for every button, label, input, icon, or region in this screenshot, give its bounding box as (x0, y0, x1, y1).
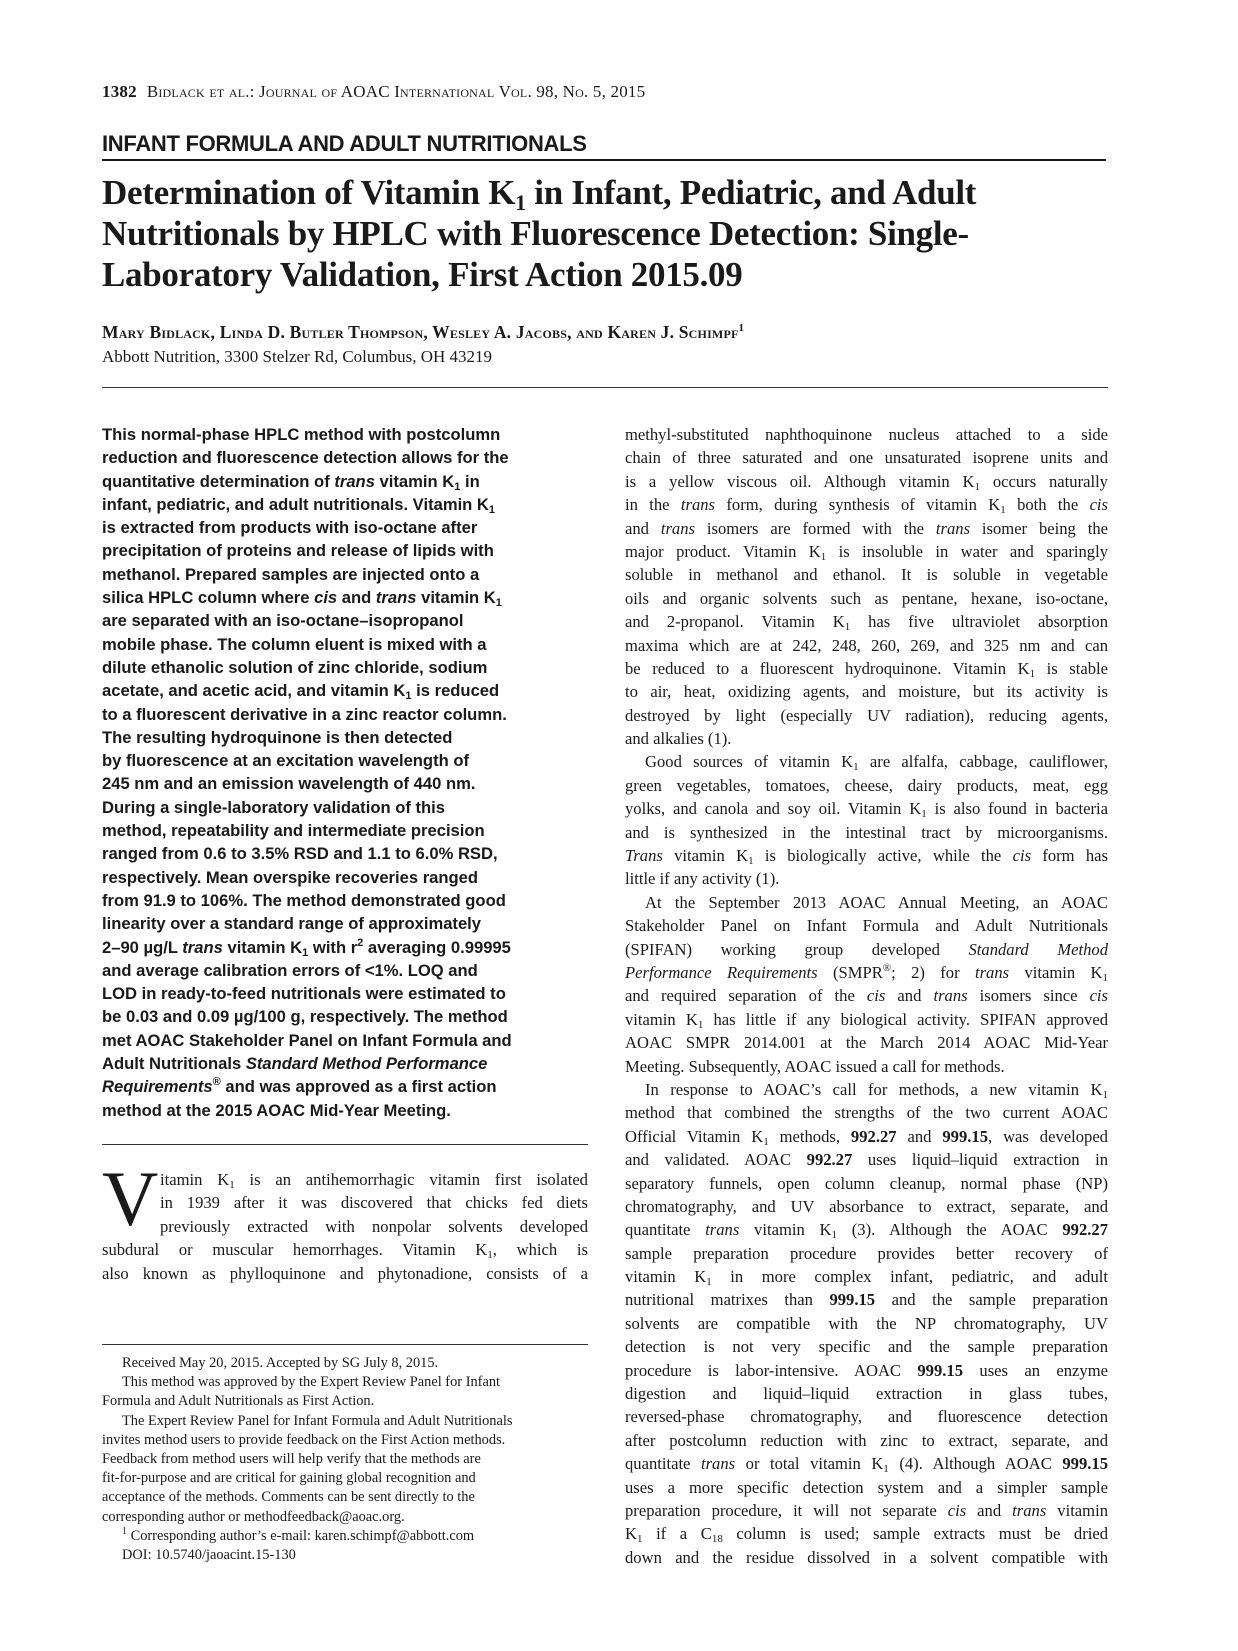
doi[interactable]: DOI: 10.5740/jaoacint.15-130 (122, 1547, 296, 1564)
right-column-text: methyl-substituted naphthoquinone nucleus attached to a side chain of three saturated and one unsaturated isoprene units and is a yellow viscous oil. Although vitamin $K_1$ occurs naturally in the trans form, during synthesis of vitamin $K_1$ both the cis and trans isomers are formed with the trans isomer being the major product. Vitamin $K_1$ is insoluble in water and sparingly soluble in methanol and ethanol. It is soluble in vegetable oils and organic solvents such as pentane, hexane, iso-octane, and 2-propanol. Vitamin $K_1$ has five ultraviolet absorption maxima which are at 242, 248, 260, 269, and 325 nm and can be reduced to a fluorescent hydroquinone. Vitamin $K_1$ is stable to air, heat, oxidizing agents, and moisture, but its activity is destroyed by light (especially UV radiation), reducing agents, and alkalies (1). Good sources of vitamin $K_1$ are alfalfa, cabbage, cauliflower, green vegetables, tomatoes, cheese, dairy products, meat, egg yolks, and canola and soy oil. Vitamin $K_1$ is also found in bacteria and is synthesized in the intestinal tract by microorganisms. Trans vitamin $K_1$ is biologically active, while the cis form has little if any activity (1). At the September 2013 AOAC Annual Meeting, an AOAC Stakeholder Panel on Infant Formula and Adult Nutritionals (SPIFAN) working group developed Standard Method Performance Requirements (SMPR®; 2) for trans vitamin $K_1$ and required separation of the cis and trans isomers since cis vitamin $K_1$ has little if any biological activity. SPIFAN approved AOAC SMPR 2014.001 at the March 2014 AOAC Mid-Year Meeting. Subsequently, AOAC issued a call for methods. In response to AOAC’s call for methods, a new vitamin $K_1$ method that combined the strengths of the two current AOAC Official Vitamin $K_1$ methods, 992.27 and 999.15, was developed and validated. AOAC 992.27 uses liquid–liquid extraction in separatory funnels, open column cleanup, normal phase (NP) chromatography, and UV absorbance to extract, separate, and quantitate trans vitamin $K_1$ (3). Although the AOAC 992.27 sample preparation procedure provides better recovery of vitamin $K_1$ in more complex infant, pediatric, and adult nutritional matrixes than 999.15 and the sample preparation solvents are compatible with the NP chromatography, UV detection is not very specific and the sample preparation procedure is labor-intensive. AOAC 999.15 uses an enzyme digestion and liquid–liquid extraction in glass tubes, reversed-phase chromatography, and fluorescence detection after postcolumn reduction with zinc to extract, separate, and quantitate trans or total vitamin $K_1$ (4). Although AOAC 999.15 uses a more specific detection system and a simpler sample preparation procedure, it will not separate cis and trans vitamin $K_1$ if a $C_{18}$ column is used; sample extracts must be dried down and the residue dissolved in a solvent compatible with (625, 425, 1108, 1567)
journal-citation: Bidlack et al.: Journal of AOAC International Vol. 98, No. 5, 2015 (146, 82, 646, 101)
article-title: Determination of Vitamin $K_1$ in Infant, Pediatric, and Adult Nutritionals by HPLC with Fluorescence Detection: Single- Laboratory Validation, First Action 2015.09 (102, 173, 977, 294)
header-divider (102, 387, 1108, 388)
abstract: This normal-phase HPLC method with postcolumn reduction and fluorescence detection allows for the quantitative determination of trans vitamin $K_1$ in infant, pediatric, and adult nutritionals. Vitamin $K_1$ is extracted from products with iso-octane after precipitation of proteins and release of lipids with methanol. Prepared samples are injected onto a silica HPLC column where cis and trans vitamin $K_1$ are separated with an iso-octane–isopropanol mobile phase. The column eluent is mixed with a dilute ethanolic solution of zinc chloride, sodium acetate, and acetic acid, and vitamin $K_1$ is reduced to a fluorescent derivative in a zinc reactor column. The resulting hydroquinone is then detected by fluorescence at an excitation wavelength of 245 nm and an emission wavelength of 440 nm. During a single-laboratory validation of this method, repeatability and intermediate precision ranged from 0.6 to 3.5% RSD and 1.1 to 6.0% RSD, respectively. Mean overspike recoveries ranged from 91.9 to 106%. The method demonstrated good linearity over a standard range of approximately 2–90 µg/L trans vitamin $K_1$ with $r^2$ averaging 0.99995 and average calibration errors of <1%. LOQ and LOD in ready-to-feed nutritionals were estimated to be 0.03 and 0.09 µg/100 g, respectively. The method met AOAC Stakeholder Panel on Infant Formula and Adult Nutritionals Standard Method Performance Requirements® and was approved as a first action method at the 2015 AOAC Mid-Year Meeting. (102, 425, 512, 1120)
corresponding-author-note: $^1$ Corresponding author’s e-mail: karen.schimpf@abbott.com (122, 1525, 475, 1544)
introduction-text: itamin $K_1$ is an antihemorrhagic vitamin first isolated in 1939 after it was discovered that chicks fed diets previously extracted with nonpolar solvents developed subdural or muscular hemorrhages. Vitamin $K_1$, which is also known as phylloquinone and phytonadione, consists of a (102, 1170, 588, 1283)
footnotes: Received May 20, 2015. Accepted by SG July 8, 2015. This method was approved by the Expert Review Panel for Infant Formula and Adult Nutritionals as First Action. The Expert Review Panel for Infant Formula and Adult Nutritionals invites method users to provide feedback on the First Action methods. Feedback from method users will help verify that the methods are fit-for-purpose and are critical for gaining global recognition and acceptance of the methods. Comments can be sent directly to the corresponding author or methodfeedback@aoac.org. $^1$ Corresponding author’s e-mail: karen.schimpf@abbott.com DOI: 10.5740/jaoacint.15-130 (102, 1354, 588, 1565)
section-heading: INFANT FORMULA AND ADULT NUTRITIONALS (102, 131, 1106, 161)
abstract-divider (102, 1144, 588, 1145)
drop-cap: V (102, 1155, 159, 1242)
feedback-email[interactable]: corresponding author or methodfeedback@aoac.org. (102, 1508, 405, 1525)
affiliation: Abbott Nutrition, 3300 Stelzer Rd, Columbus, OH 43219 (102, 347, 493, 366)
footnote-divider (102, 1344, 588, 1345)
page-number: 1382 (102, 82, 137, 101)
received-note: Received May 20, 2015. Accepted by SG July 8, 2015. (122, 1355, 439, 1371)
running-head (102, 82, 645, 102)
author-list: Mary Bidlack, Linda D. Butler Thompson, Wesley A. Jacobs, and Karen J. Schimpf$^1$ (102, 322, 745, 342)
